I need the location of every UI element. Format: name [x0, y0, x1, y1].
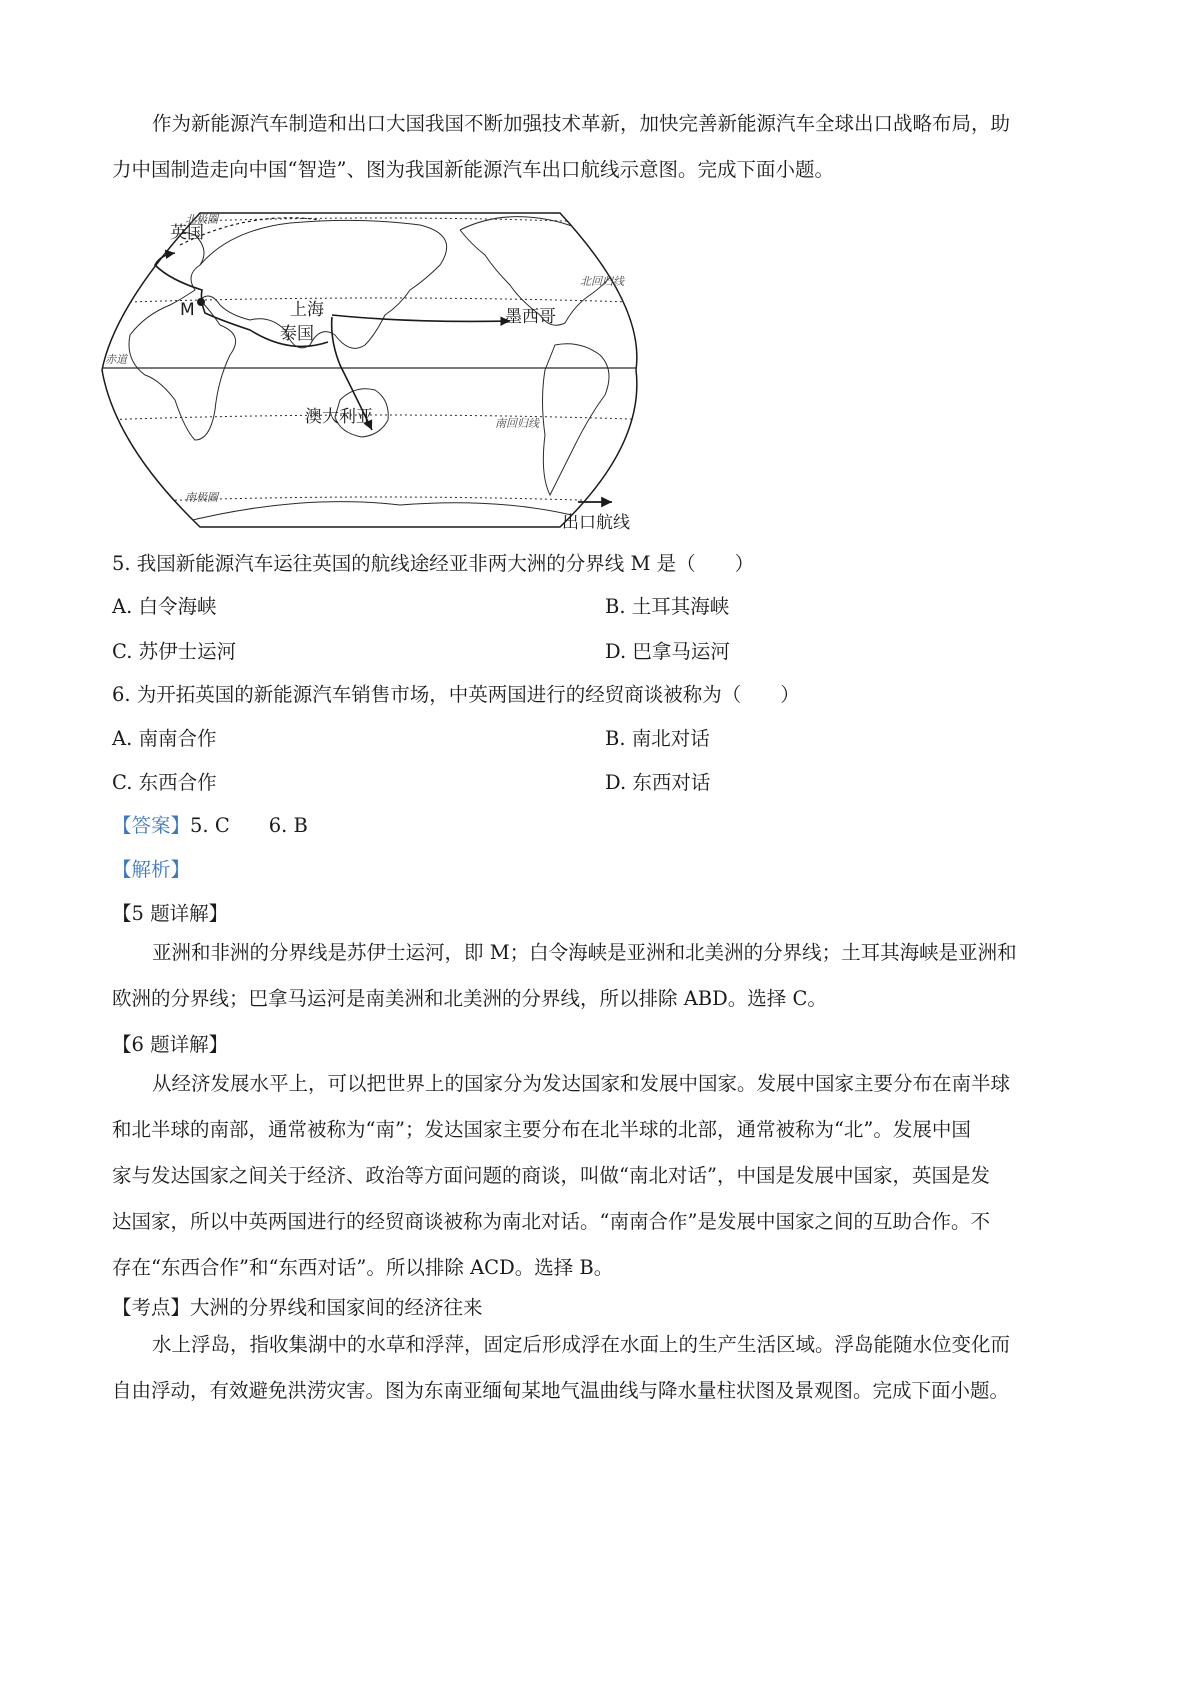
detail-6-line: 从经济发展水平上，可以把世界上的国家分为发达国家和发展中国家。发展中国家主要分布在南半球: [152, 1072, 1011, 1095]
detail-6-line: 达国家，所以中英两国进行的经贸商谈被称为南北对话。“南南合作”是发展中国家之间的互助合作。不: [112, 1210, 990, 1233]
question-6-stem: 6. 为开拓英国的新能源汽车销售市场，中英两国进行的经贸商谈被称为（ ）: [112, 683, 800, 706]
uk-label: 英国: [170, 223, 204, 243]
antarctic-circle-label: 南极圈: [185, 491, 218, 504]
arctic-circle-label: 北极圈: [185, 213, 218, 226]
next-line: 水上浮岛，指收集湖中的水草和浮萍，固定后形成浮在水面上的生产生活区域。浮岛能随水位变化而: [152, 1333, 1011, 1356]
q6-option-d: D. 东西对话: [605, 771, 711, 794]
australia-label: 澳大利亚: [305, 407, 373, 427]
detail-6-line: 家与发达国家之间关于经济、政治等方面问题的商谈，叫做“南北对话”，中国是发展中国家，英国是发: [112, 1164, 990, 1187]
detail-5-paragraph: [112, 930, 1102, 1022]
answer-text: 5. C 6. B: [190, 814, 308, 837]
answer-line: [112, 810, 308, 838]
detail-6-title: 【6 题详解】: [112, 1033, 229, 1056]
q6-option-a: A. 南南合作: [112, 727, 217, 750]
analysis-tag: 【解析】: [112, 858, 191, 881]
equator-label: 赤道: [105, 353, 127, 366]
map-frame: [102, 213, 637, 527]
m-label: M: [180, 300, 195, 320]
legend-label: 出口航线: [562, 513, 630, 533]
world-map-figure: [100, 205, 660, 535]
kaodian-tag: 【考点】: [112, 1296, 191, 1319]
detail-6-line: 存在“东西合作”和“东西对话”。所以排除 ACD。选择 B。: [112, 1256, 614, 1279]
shanghai-label: 上海: [290, 300, 324, 320]
detail-6-line: 和北半球的南部，通常被称为“南”；发达国家主要分布在北半球的北部，通常被称为“北”。发展中国: [112, 1118, 971, 1141]
mexico-label: 墨西哥: [505, 307, 556, 327]
tropic-of-capricorn-label: 南回归线: [495, 417, 539, 430]
q5-option-b: B. 土耳其海峡: [605, 595, 730, 618]
detail-6-paragraph: [112, 1061, 1102, 1291]
next-line: 自由浮动，有效避免洪涝灾害。图为东南亚缅甸某地气温曲线与降水量柱状图及景观图。完成下面小题。: [112, 1379, 1010, 1402]
next-paragraph: [112, 1322, 1102, 1414]
answer-tag: 【答案】: [112, 814, 191, 837]
analysis-line: [112, 854, 190, 882]
detail-5-title: 【5 题详解】: [112, 902, 229, 925]
intro-paragraph: [112, 101, 1102, 193]
detail-5-line: 亚洲和非洲的分界线是苏伊士运河，即 M；白令海峡是亚洲和北美洲的分界线；土耳其海峡是亚洲和: [152, 941, 1017, 964]
kaodian-line: [112, 1292, 483, 1320]
thailand-label: 泰国: [280, 324, 314, 344]
intro-line: 作为新能源汽车制造和出口大国我国不断加强技术革新，加快完善新能源汽车全球出口战略布局，助: [152, 112, 1011, 135]
intro-line: 力中国制造走向中国“智造”、图为我国新能源汽车出口航线示意图。完成下面小题。: [112, 158, 834, 181]
q6-option-b: B. 南北对话: [605, 727, 710, 750]
tropic-of-cancer-label: 北回归线: [580, 275, 624, 288]
kaodian-text: 大洲的分界线和国家间的经济往来: [190, 1296, 483, 1319]
question-5-stem: 5. 我国新能源汽车运往英国的航线途经亚非两大洲的分界线 M 是（ ）: [112, 552, 755, 575]
detail-5-line: 欧洲的分界线；巴拿马运河是南美洲和北美洲的分界线，所以排除 ABD。选择 C。: [112, 987, 827, 1010]
m-point-marker: [197, 298, 205, 306]
q5-option-c: C. 苏伊士运河: [112, 640, 237, 663]
q5-option-d: D. 巴拿马运河: [605, 640, 730, 663]
q6-option-c: C. 东西合作: [112, 771, 217, 794]
q5-option-a: A. 白令海峡: [112, 595, 217, 618]
